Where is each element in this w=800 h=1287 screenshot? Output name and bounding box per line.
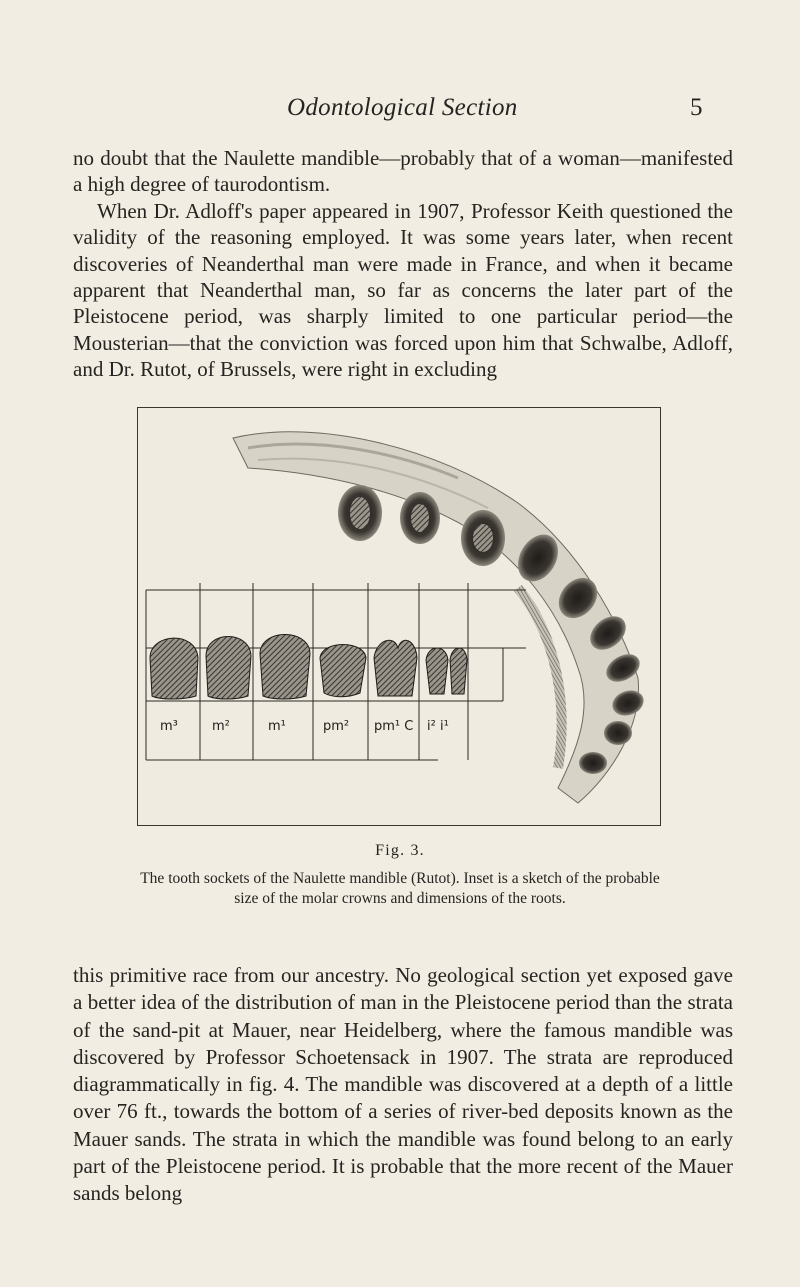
body-text-bottom: this primitive race from our ancestry. No geological section yet exposed gave a better idea of the distribution of man in the Pleistocene period than the strata of the sand-pit at Mauer, near Heidelberg, where the famous mandible was discovered by Professor Schoetensack in 1907. The strata are reproduced diagrammatically in fig. 4. The mandible was discovered at a depth of a little over 76 ft., towards the bottom of a series of river-bed deposits known as the Mauer sands. The strata in which the mandible was found belong to an early part of the Pleistocene period. It is probable that the more recent of the Mauer sands belong bbox=[73, 963, 733, 1206]
paragraph-continued: no doubt that the Naulette mandible—probably that of a woman—manifested a high degree of taurodontism. bbox=[73, 146, 733, 197]
body-text-top bbox=[73, 145, 733, 383]
figure-image bbox=[137, 407, 661, 826]
running-title: Odontological Section bbox=[287, 94, 518, 121]
figure-label: Fig. 3. bbox=[375, 842, 425, 859]
page-number: 5 bbox=[690, 94, 703, 121]
socket bbox=[604, 721, 632, 745]
label-pm2: pm² bbox=[323, 719, 350, 734]
paragraph: When Dr. Adloff's paper appeared in 1907, Professor Keith questioned the validity of the reasoning employed. It was some years later, when recent discoveries of Neanderthal man were made in France, and when it became apparent that Neanderthal man, so far as concerns the later part of the Pleistocene period, was sharply limited to one particular period—the Mousterian—that the conviction was forced upon him that Schwalbe, Adloff, and Dr. Rutot, of Brussels, were right in excluding bbox=[73, 198, 733, 382]
mandible-illustration bbox=[138, 408, 662, 827]
socket bbox=[579, 752, 607, 774]
label-pm1-c: pm¹ C bbox=[374, 719, 414, 734]
label-m1: m¹ bbox=[268, 719, 286, 734]
label-m2: m² bbox=[212, 719, 230, 734]
label-m3: m³ bbox=[160, 719, 178, 734]
page-header bbox=[0, 94, 800, 128]
label-i2-i1: i² i¹ bbox=[427, 719, 449, 734]
figure-caption: The tooth sockets of the Naulette mandible (Rutot). Inset is a sketch of the probable size of the molar crowns and dimensions of the roots. bbox=[140, 870, 660, 907]
